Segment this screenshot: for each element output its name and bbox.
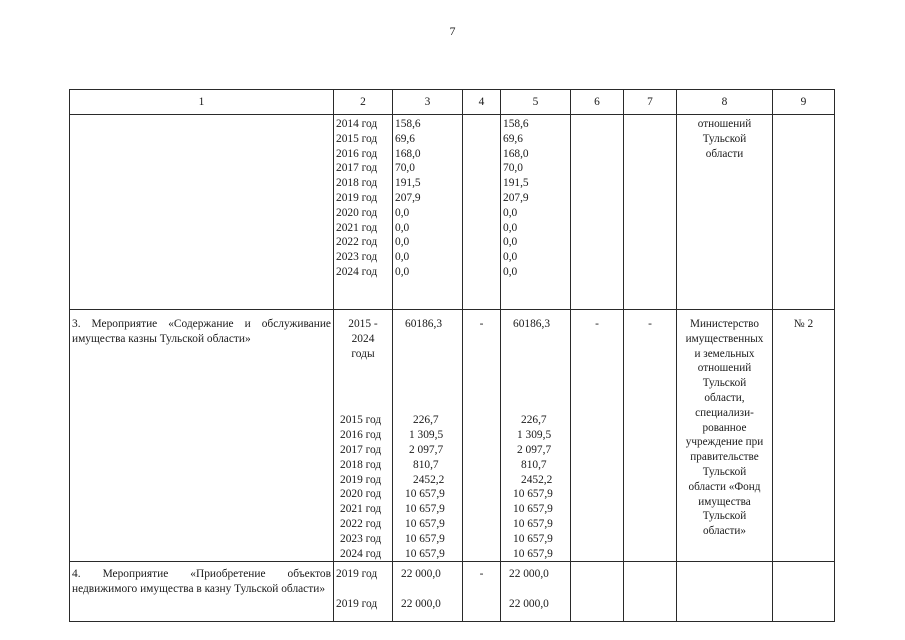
header-cell: 6 xyxy=(571,90,624,115)
amount: 226,7 xyxy=(413,414,439,427)
period-label: 2024 xyxy=(351,332,375,345)
amount: 10 657,9 xyxy=(405,503,445,516)
dash: - xyxy=(479,568,484,581)
year-label: 2018 год xyxy=(340,458,382,471)
responsible-line: отношений xyxy=(697,362,752,375)
col5-values xyxy=(501,562,571,622)
col6-values xyxy=(571,310,624,562)
amount: 0,0 xyxy=(395,221,410,234)
amount: 2452,2 xyxy=(521,473,553,486)
years-cell xyxy=(334,310,393,562)
amount: 0,0 xyxy=(503,236,518,249)
responsible-line: рованное xyxy=(702,421,747,434)
header-cell: 9 xyxy=(773,90,835,115)
col4-values xyxy=(463,562,501,622)
col4-values xyxy=(463,310,501,562)
amount: 2452,2 xyxy=(413,473,445,486)
year-label: 2022 год xyxy=(340,517,382,530)
responsible-line: отношений xyxy=(697,118,752,130)
responsible-line: правительстве xyxy=(690,451,759,464)
responsible-line: Тульской xyxy=(702,377,747,390)
amount: 22 000,0 xyxy=(509,597,549,610)
amount: 10 657,9 xyxy=(405,488,445,501)
table-row xyxy=(70,310,835,562)
total-amount: 60186,3 xyxy=(513,318,551,330)
responsible-line: области xyxy=(705,147,744,160)
amount: 207,9 xyxy=(503,191,529,204)
year-label: 2014 год xyxy=(336,118,378,130)
header-cell: 2 xyxy=(334,90,393,115)
amount: 10 657,9 xyxy=(405,532,445,545)
amount: 0,0 xyxy=(503,221,518,234)
amount: 70,0 xyxy=(395,162,415,175)
col7-values xyxy=(624,310,677,562)
amount: 158,6 xyxy=(503,118,529,130)
responsible-line: Тульской xyxy=(702,510,747,523)
amount: 10 657,9 xyxy=(513,503,553,516)
year-label: 2015 год xyxy=(336,132,378,145)
amount: 0,0 xyxy=(503,251,518,264)
amount: 10 657,9 xyxy=(405,547,445,560)
col7-values xyxy=(624,115,677,310)
amount: 2 097,7 xyxy=(409,443,444,456)
year-label: 2022 год xyxy=(336,236,378,249)
amount: 810,7 xyxy=(413,458,439,471)
program-table xyxy=(69,89,835,622)
amount: 10 657,9 xyxy=(513,488,553,501)
year-label: 2020 год xyxy=(340,488,382,501)
indicator-cell xyxy=(773,562,835,622)
header-row xyxy=(70,90,835,115)
year-label: 2015 год xyxy=(340,414,382,427)
responsible-cell xyxy=(677,310,773,562)
year-label: 2019 год xyxy=(336,191,378,204)
amount: 2 097,7 xyxy=(517,443,552,456)
responsible-line: Министерство xyxy=(690,318,759,330)
description-cell: 3. Мероприятие «Содержание и обслуживание имущества казны Тульской области» xyxy=(70,310,334,562)
description-cell: 4. Мероприятие «Приобретение объектов недвижимого имущества в казну Тульской области» xyxy=(70,562,334,622)
amount: 810,7 xyxy=(521,458,547,471)
col3-values xyxy=(393,310,463,562)
period-label: годы xyxy=(351,347,375,360)
table-row xyxy=(70,115,835,310)
amount: 0,0 xyxy=(503,265,518,278)
col5-values xyxy=(501,310,571,562)
responsible-line: имущественных xyxy=(685,332,764,345)
amount: 207,9 xyxy=(395,191,421,204)
indicator-number: № 2 xyxy=(793,318,814,330)
year-label: 2021 год xyxy=(340,503,382,516)
total-amount: 60186,3 xyxy=(405,318,443,330)
header-cell: 7 xyxy=(624,90,677,115)
col3-values xyxy=(393,562,463,622)
year-label: 2017 год xyxy=(340,443,382,456)
year-label: 2018 год xyxy=(336,177,378,190)
indicator-cell xyxy=(773,310,835,562)
amount: 0,0 xyxy=(503,206,518,219)
amount: 69,6 xyxy=(395,132,415,145)
col5-values xyxy=(501,115,571,310)
year-label: 2019 год xyxy=(336,597,378,610)
amount: 10 657,9 xyxy=(513,547,553,560)
header-cell: 8 xyxy=(677,90,773,115)
year-label: 2023 год xyxy=(336,251,378,264)
responsible-line: области, xyxy=(704,391,745,404)
year-label: 2024 год xyxy=(336,265,378,278)
responsible-cell xyxy=(677,115,773,310)
col6-values xyxy=(571,562,624,622)
indicator-cell xyxy=(773,115,835,310)
responsible-line: области «Фонд xyxy=(688,480,761,493)
amount: 0,0 xyxy=(395,251,410,264)
responsible-line: имущества xyxy=(698,495,751,508)
amount: 10 657,9 xyxy=(513,517,553,530)
col7-values xyxy=(624,562,677,622)
year-label: 2019 год xyxy=(340,473,382,486)
dash: - xyxy=(479,318,484,330)
responsible-cell xyxy=(677,562,773,622)
responsible-line: Тульской xyxy=(702,132,747,145)
amount: 226,7 xyxy=(521,414,547,427)
year-label: 2020 год xyxy=(336,206,378,219)
header-cell: 3 xyxy=(393,90,463,115)
amount: 191,5 xyxy=(503,177,529,190)
amount: 1 309,5 xyxy=(409,429,444,442)
page-number: 7 xyxy=(449,24,456,38)
amount: 0,0 xyxy=(395,236,410,249)
dash: - xyxy=(648,318,652,330)
description-cell xyxy=(70,115,334,310)
year-label: 2021 год xyxy=(336,221,378,234)
col4-values xyxy=(463,115,501,310)
amount: 168,0 xyxy=(395,147,421,160)
period-label: 2015 - xyxy=(348,318,378,330)
year-label: 2023 год xyxy=(340,532,382,545)
years-cell xyxy=(334,562,393,622)
header-cell: 1 xyxy=(70,90,334,115)
header-cell: 5 xyxy=(501,90,571,115)
responsible-line: специализи- xyxy=(695,406,754,419)
year-label: 2016 год xyxy=(340,429,382,442)
responsible-line: учреждение при xyxy=(685,436,764,449)
col6-values xyxy=(571,115,624,310)
amount: 0,0 xyxy=(395,206,410,219)
responsible-line: и земельных xyxy=(694,347,755,360)
amount: 22 000,0 xyxy=(401,568,441,581)
amount: 10 657,9 xyxy=(405,517,445,530)
dash: - xyxy=(595,318,599,330)
years-cell xyxy=(334,115,393,310)
responsible-line: Тульской xyxy=(702,465,747,478)
amount: 70,0 xyxy=(503,162,523,175)
amount: 22 000,0 xyxy=(509,568,549,581)
year-label: 2024 год xyxy=(340,547,382,560)
amount: 158,6 xyxy=(395,118,421,130)
table-row xyxy=(70,562,835,622)
amount: 1 309,5 xyxy=(517,429,552,442)
header-cell: 4 xyxy=(463,90,501,115)
amount: 168,0 xyxy=(503,147,529,160)
responsible-line: области» xyxy=(703,525,746,538)
amount: 22 000,0 xyxy=(401,597,441,610)
amount: 191,5 xyxy=(395,177,421,190)
year-label: 2019 год xyxy=(336,568,378,581)
amount: 10 657,9 xyxy=(513,532,553,545)
amount: 69,6 xyxy=(503,132,523,145)
col3-values xyxy=(393,115,463,310)
year-label: 2016 год xyxy=(336,147,378,160)
year-label: 2017 год xyxy=(336,162,378,175)
amount: 0,0 xyxy=(395,265,410,278)
